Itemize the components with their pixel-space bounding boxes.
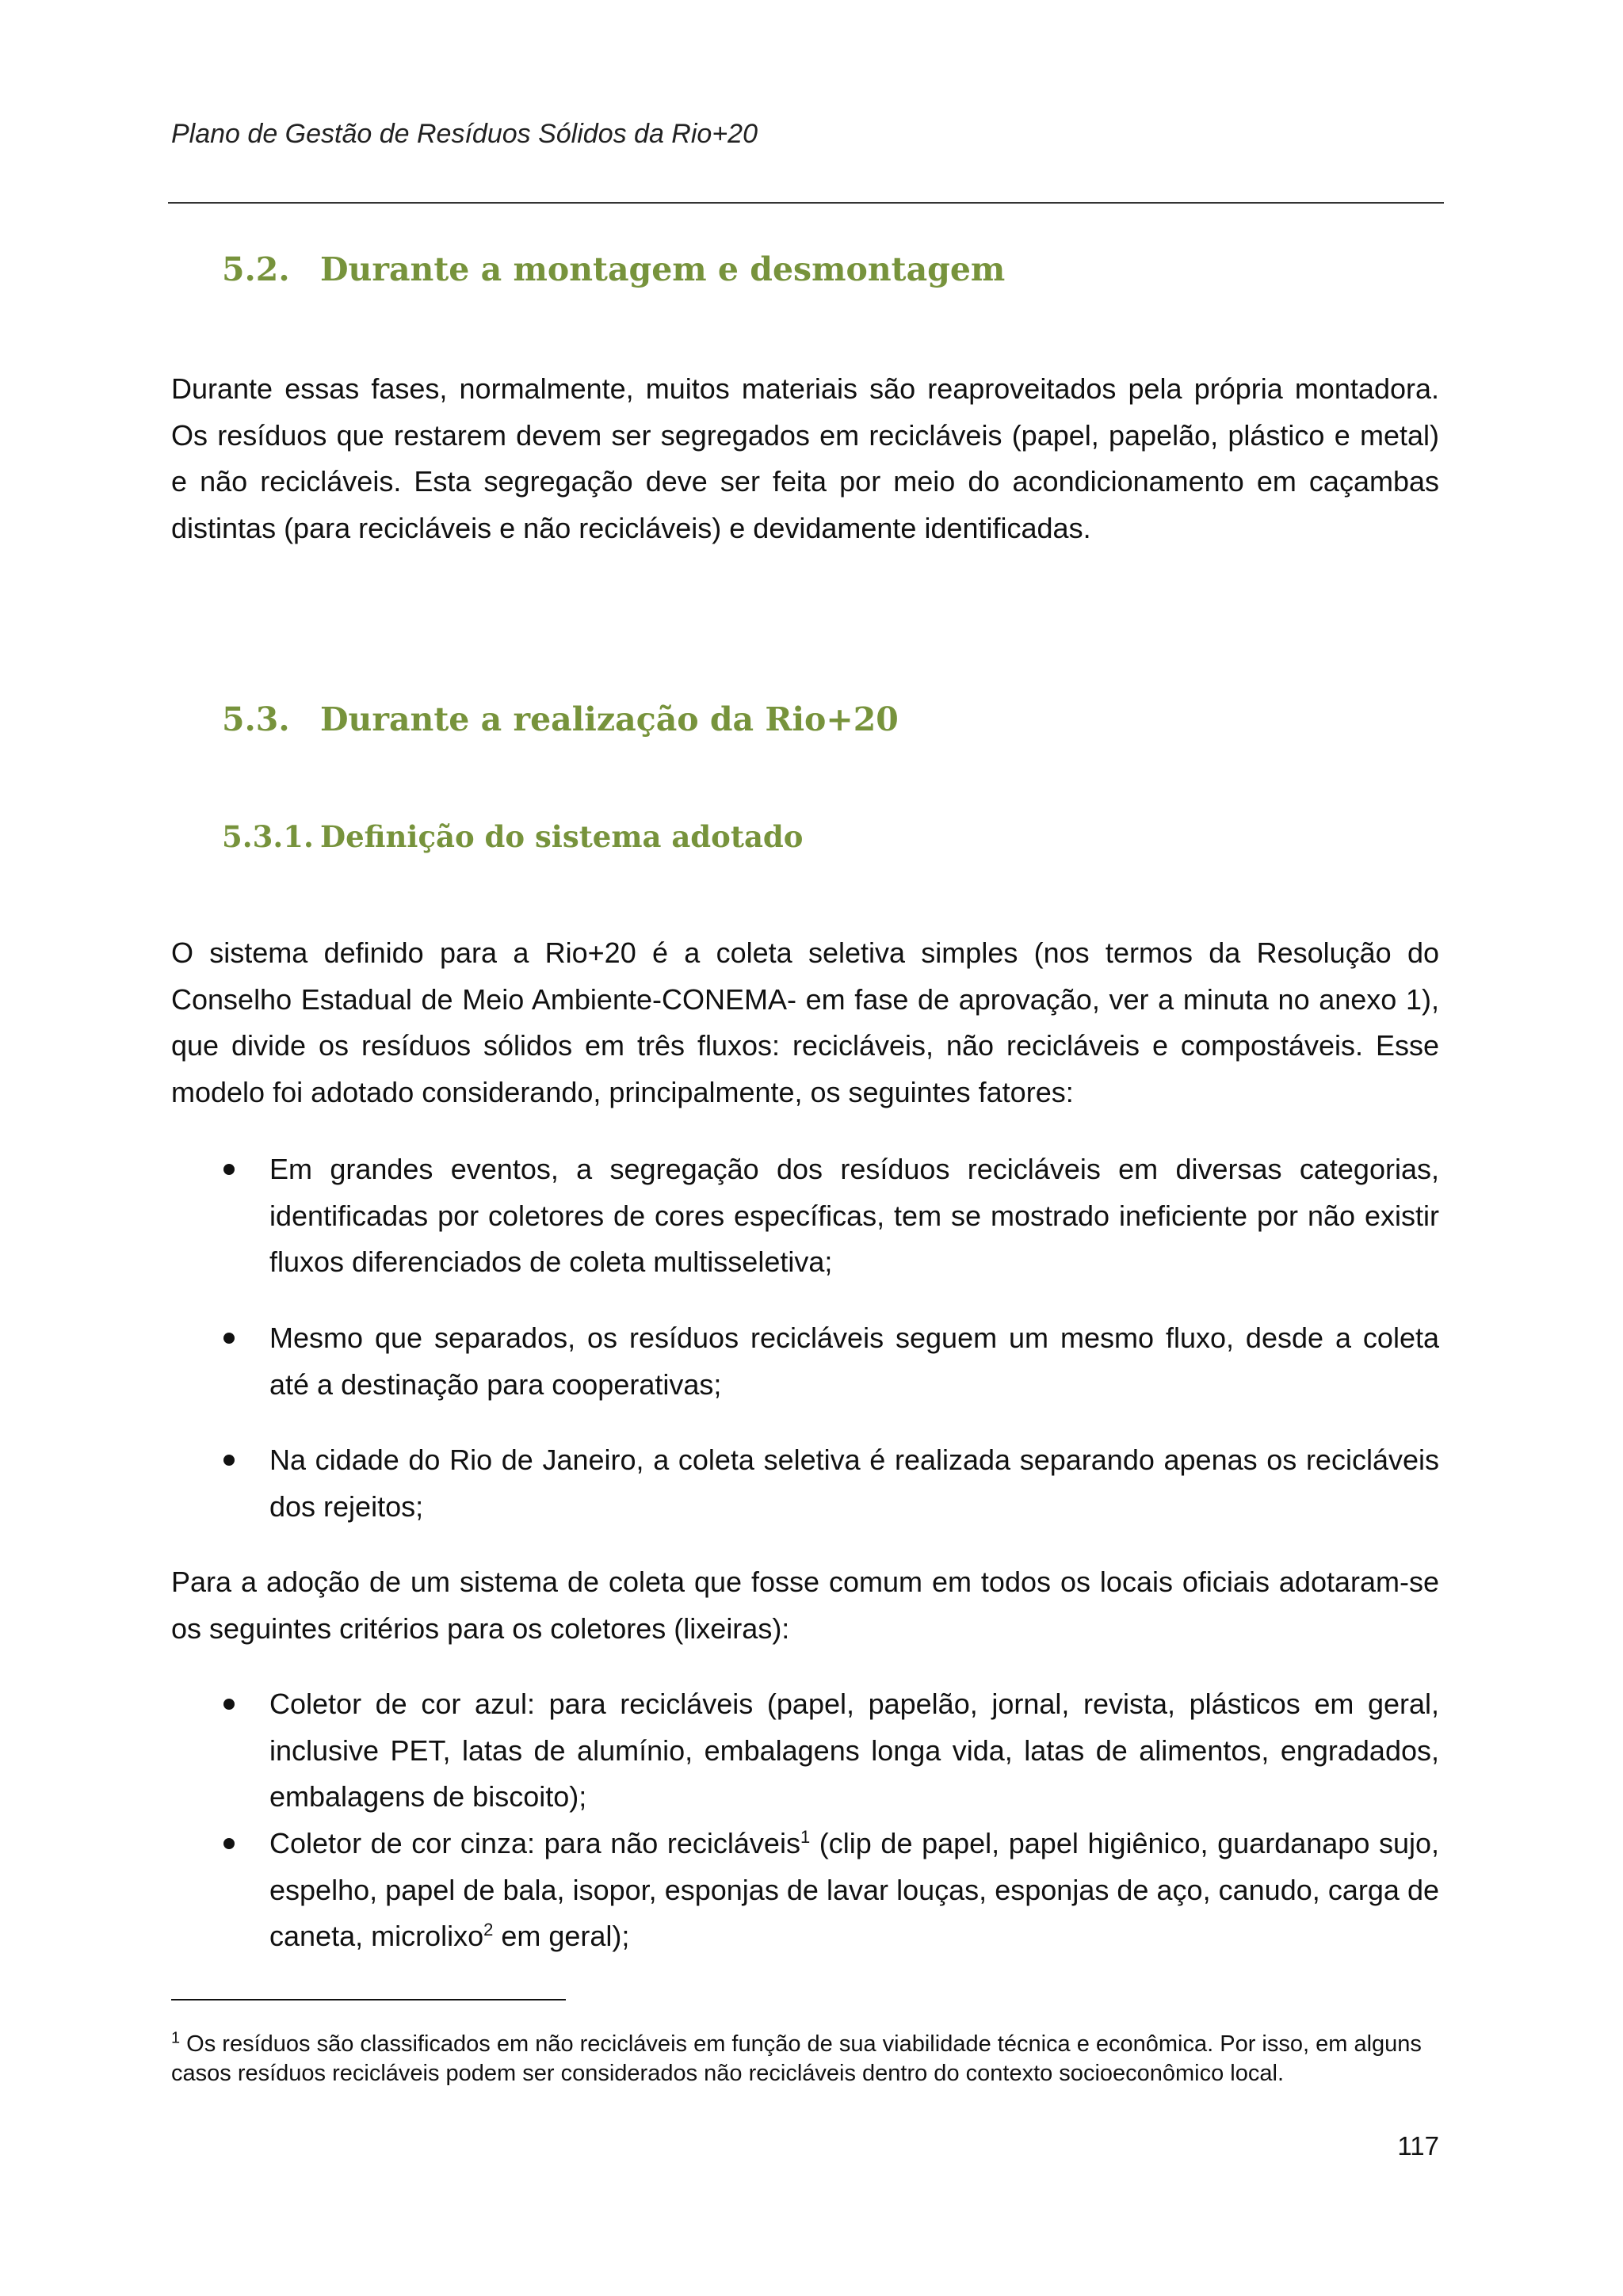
paragraph-criteria-intro: Para a adoção de um sistema de coleta que fosse comum em todos os locais oficiais adotaram-se os seguintes critérios para os coletores (lixeiras): bbox=[171, 1566, 1439, 1645]
page-number: 117 bbox=[1397, 2131, 1439, 2161]
section-heading-5-2 bbox=[222, 250, 1005, 288]
section-number: 5.2. bbox=[222, 250, 290, 288]
footnote bbox=[171, 2030, 1439, 2088]
header-rule bbox=[168, 202, 1444, 204]
section-title: Definição do sistema adotado bbox=[320, 819, 804, 854]
footnote-reference[interactable]: 1 bbox=[800, 1827, 811, 1847]
paragraph-assembly: Durante essas fases, normalmente, muitos materiais são reaproveitados pela própria montadora. Os resíduos que restarem devem ser segregados em recicláveis (papel, papelão, plástico e metal) e não recicláveis. Esta segregação deve ser feita por meio do acondicionamento em caçambas distintas (para recicláveis e não recicláveis) e devidamente identificadas. bbox=[171, 372, 1439, 544]
bullet-dot bbox=[223, 1699, 235, 1710]
list-item-blue-collector: Coletor de cor azul: para recicláveis (papel, papelão, jornal, revista, plásticos em geral, inclusive PET, latas de alumínio, embalagens longa vida, latas de alimentos, engradados, embalagens de biscoito); bbox=[269, 1688, 1439, 1813]
footnote-marker: 1 bbox=[171, 2029, 181, 2047]
subsection-heading-5-3-1 bbox=[222, 819, 803, 854]
footnote-text: Os resíduos são classificados em não recicláveis em função de sua viabilidade técnica e econômica. Por isso, em alguns casos resíduos recicláveis podem ser considerados não recicláveis dentro do contexto socioeconômico local. bbox=[171, 2031, 1422, 2086]
section-heading-5-3 bbox=[222, 700, 899, 738]
list-item-text: (clip de papel, papel higiênico, guardanapo sujo, espelho, papel de bala, isopor, esponjas de lavar louças, esponjas de aço, canudo, carga de caneta, microlixo bbox=[269, 1827, 1439, 1952]
bullet-dot bbox=[223, 1838, 235, 1849]
list-item-text: Coletor de cor cinza: para não recicláveis bbox=[269, 1827, 800, 1859]
list-item: Na cidade do Rio de Janeiro, a coleta seletiva é realizada separando apenas os recicláveis dos rejeitos; bbox=[269, 1444, 1439, 1523]
footnote-reference[interactable]: 2 bbox=[483, 1920, 494, 1939]
section-number: 5.3. bbox=[222, 700, 290, 738]
list-item-gray-collector bbox=[269, 1821, 1439, 1960]
bullet-dot bbox=[223, 1333, 235, 1344]
bullet-dot bbox=[223, 1455, 235, 1466]
running-header: Plano de Gestão de Resíduos Sólidos da Rio+20 bbox=[171, 119, 758, 149]
section-title: Durante a realização da Rio+20 bbox=[320, 700, 899, 738]
list-item: Mesmo que separados, os resíduos recicláveis seguem um mesmo fluxo, desde a coleta até a destinação para cooperativas; bbox=[269, 1322, 1439, 1401]
paragraph-system-definition: O sistema definido para a Rio+20 é a coleta seletiva simples (nos termos da Resolução do Conselho Estadual de Meio Ambiente-CONEMA- em fase de aprovação, ver a minuta no anexo 1), que divide os resíduos sólidos em três fluxos: recicláveis, não recicláveis e compostáveis. Esse modelo foi adotado considerando, principalmente, os seguintes fatores: bbox=[171, 936, 1439, 1108]
footnote-separator bbox=[171, 1999, 566, 2000]
section-title: Durante a montagem e desmontagem bbox=[320, 250, 1006, 288]
section-number: 5.3.1. bbox=[222, 819, 314, 854]
bullet-dot bbox=[223, 1164, 235, 1175]
list-item: Em grandes eventos, a segregação dos resíduos recicláveis em diversas categorias, identificadas por coletores de cores específicas, tem se mostrado ineficiente por não existir fluxos diferenciados de coleta multisseletiva; bbox=[269, 1153, 1439, 1278]
list-item-text: em geral); bbox=[493, 1920, 630, 1952]
